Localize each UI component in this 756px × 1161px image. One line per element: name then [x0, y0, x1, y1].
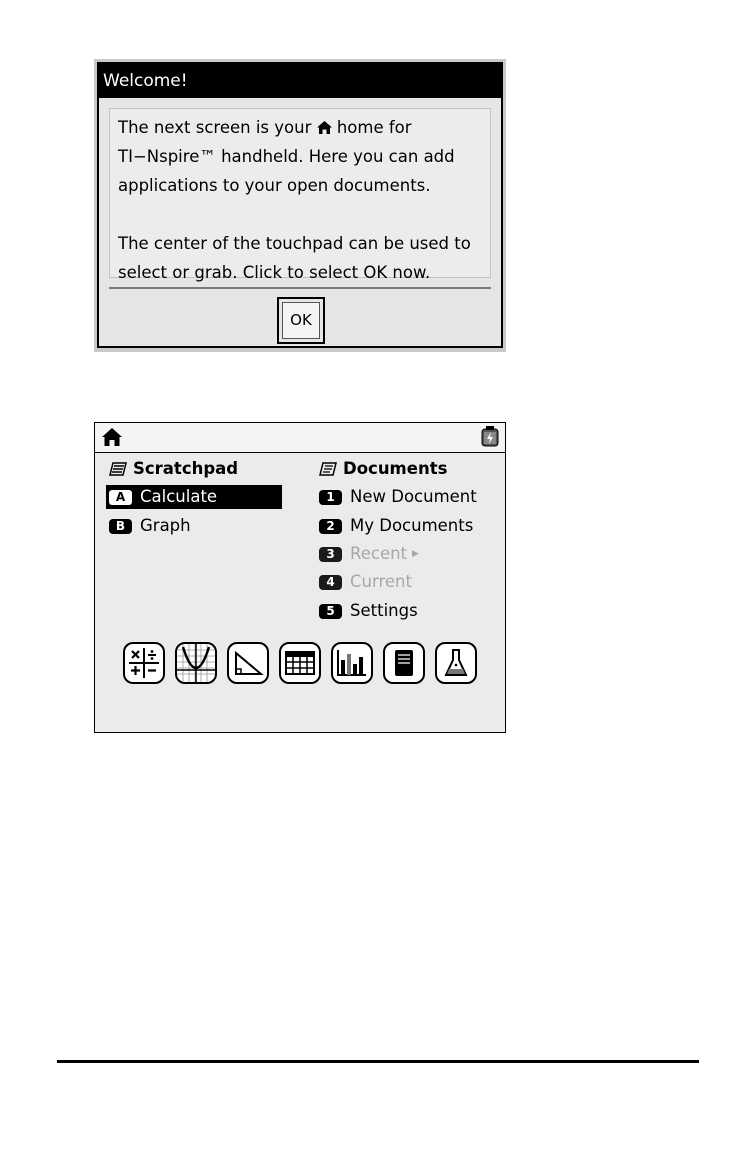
- key-badge: A: [109, 490, 132, 505]
- menu-item-graph[interactable]: [109, 514, 191, 538]
- data-statistics-app-icon[interactable]: [331, 642, 373, 684]
- dialog-separator: [109, 287, 491, 289]
- welcome-dialog-screenshot: [94, 59, 506, 352]
- menu-item-label: Calculate: [140, 487, 218, 506]
- scratchpad-heading: [109, 459, 238, 478]
- scratchpad-heading-label: Scratchpad: [133, 459, 239, 478]
- key-badge: 4: [319, 575, 342, 590]
- documents-heading-label: Documents: [343, 459, 448, 478]
- menu-item-my-documents[interactable]: [319, 514, 473, 538]
- dialog-message: [109, 108, 491, 282]
- welcome-dialog: [97, 62, 503, 348]
- menu-item-label: Settings: [350, 601, 418, 620]
- vernier-dataquest-app-icon[interactable]: [435, 642, 477, 684]
- notes-app-icon[interactable]: [383, 642, 425, 684]
- geometry-app-icon[interactable]: [227, 642, 269, 684]
- home-top-bar: [95, 423, 505, 453]
- key-badge: 3: [319, 547, 342, 562]
- key-badge: 2: [319, 519, 342, 534]
- menu-item-label: Current: [350, 572, 412, 591]
- dialog-title: Welcome!: [99, 64, 501, 98]
- ok-button-focus-ring: [277, 297, 325, 344]
- graphs-app-icon[interactable]: [175, 642, 217, 684]
- menu-item-label: New Document: [350, 487, 477, 506]
- dialog-paragraph-2: The center of the touchpad can be used to select or grab. Click to select OK now.: [118, 234, 471, 282]
- menu-item-recent[interactable]: [319, 542, 419, 566]
- paragraph-1-before-icon: The next screen is your: [118, 118, 317, 137]
- key-badge: 5: [319, 604, 342, 619]
- dialog-paragraph-1: [118, 113, 482, 200]
- home-icon[interactable]: [101, 427, 123, 447]
- paragraph-1-after-icon: home for TI−Nspire™ handheld. Here you can add applications to your open documents.: [118, 118, 455, 195]
- battery-icon: [479, 426, 501, 448]
- home-icon: [317, 121, 332, 134]
- menu-item-settings[interactable]: [319, 599, 418, 623]
- menu-item-label: Recent: [350, 544, 408, 563]
- menu-item-current[interactable]: [319, 570, 412, 594]
- documents-icon: [319, 462, 337, 476]
- menu-item-label: My Documents: [350, 516, 474, 535]
- documents-heading: [319, 459, 447, 478]
- calculator-app-icon[interactable]: [123, 642, 165, 684]
- menu-item-label: Graph: [140, 516, 191, 535]
- page-footer-rule: [57, 1060, 699, 1063]
- scratchpad-icon: [109, 462, 127, 476]
- lists-spreadsheet-app-icon[interactable]: [279, 642, 321, 684]
- menu-item-calculate[interactable]: [106, 485, 282, 509]
- ok-button[interactable]: OK: [282, 302, 320, 339]
- home-screen-screenshot: [94, 422, 506, 733]
- menu-item-new-document[interactable]: [319, 485, 477, 509]
- key-badge: B: [109, 519, 132, 534]
- submenu-arrow-icon: ▶: [412, 549, 419, 559]
- key-badge: 1: [319, 490, 342, 505]
